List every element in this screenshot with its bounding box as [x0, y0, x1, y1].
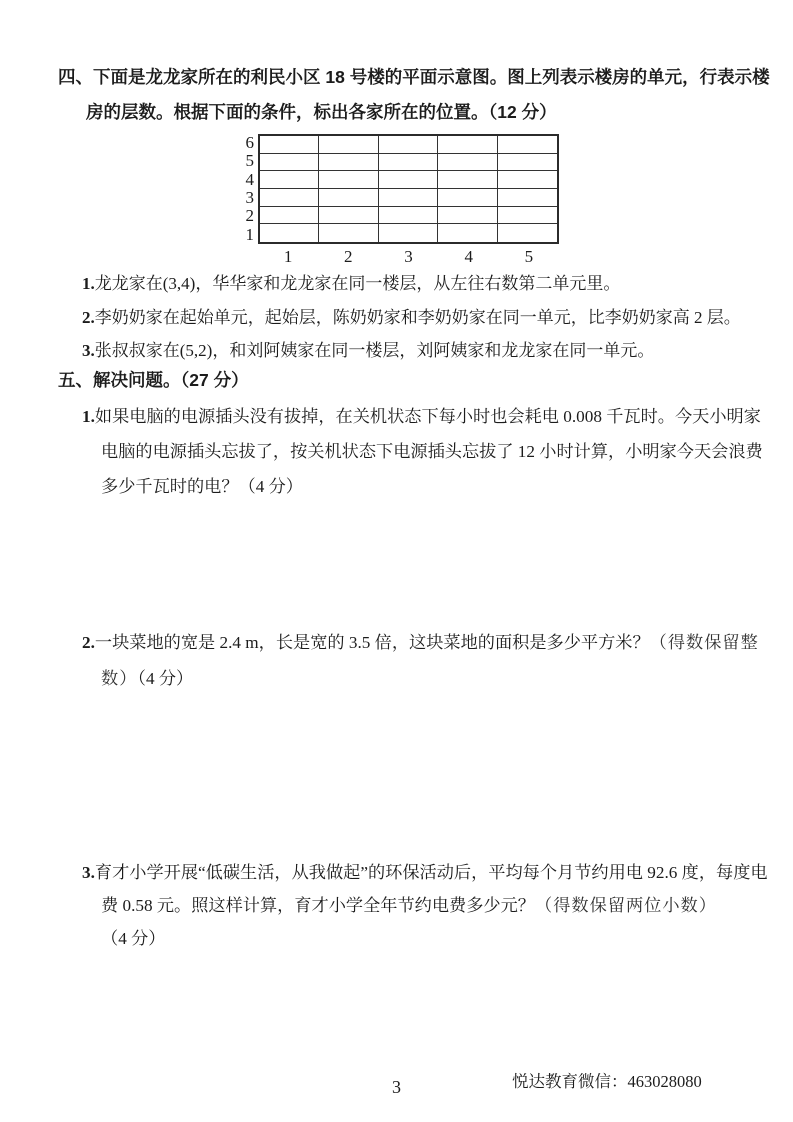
problem-score: （4 分） — [238, 477, 303, 496]
grid-cell — [319, 136, 378, 154]
section-five-title: 解决问题。（27 分） — [93, 370, 249, 390]
section-four-title: 下面是龙龙家所在的利民小区 18 号楼的平面示意图。图上列表示楼房的单元，行表示楼房的层数。根据下面的条件，标出各家所在的位置。（12 分） — [86, 67, 770, 122]
grid-cell — [260, 207, 319, 225]
grid-cell — [438, 171, 497, 189]
grid-cell — [379, 207, 438, 225]
grid-cell — [319, 224, 378, 242]
section-five-heading — [58, 363, 780, 398]
grid-cell — [438, 189, 497, 207]
grid-cell — [319, 207, 378, 225]
grid-col-label: 1 — [283, 247, 293, 266]
grid-cell — [379, 171, 438, 189]
grid-cell — [438, 224, 497, 242]
grid-col-label: 5 — [524, 247, 534, 266]
grid-row-label: 1 — [245, 224, 254, 244]
problem-text: 育才小学开展“低碳生活，从我做起”的环保活动后，平均每个月节约用电 92.6 度，每度电费 0.58 元。照这样计算，育才小学全年节约电费多少元？ — [94, 863, 768, 915]
grid-cell — [498, 207, 557, 225]
unit-grid — [258, 134, 559, 244]
grid-cell — [438, 136, 497, 154]
condition-number: 2. — [82, 307, 95, 327]
condition-number: 1. — [82, 274, 95, 293]
grid-col-label: 2 — [344, 247, 353, 266]
grid-row-label: 4 — [245, 169, 254, 189]
grid-cell — [498, 189, 557, 207]
grid-cell — [438, 154, 497, 172]
grid-cell — [498, 224, 557, 242]
grid-cell — [379, 136, 438, 154]
grid-row-label: 3 — [245, 188, 254, 207]
grid-cell — [260, 154, 319, 172]
grid-cell — [260, 136, 319, 154]
problem-note: （得数保留两位小数） — [535, 896, 717, 915]
condition-number: 3. — [82, 341, 95, 360]
section-five-marker: 五、 — [58, 370, 93, 390]
grid-cell — [498, 171, 557, 189]
problem-number: 1. — [82, 407, 95, 426]
condition-text: 李奶奶家在起始单元，起始层，陈奶奶家和李奶奶家在同一单元，比李奶奶家高 2 层。 — [94, 307, 741, 327]
section-four-heading — [58, 60, 780, 130]
condition-list — [82, 267, 782, 368]
grid-cell — [498, 136, 557, 154]
grid-cell — [379, 224, 438, 242]
problem-item — [82, 856, 771, 955]
grid-cell — [260, 189, 319, 207]
grid-col-label: 3 — [404, 247, 413, 266]
grid-cell — [260, 224, 319, 242]
section-four-marker: 四、 — [58, 67, 93, 87]
grid-cell — [319, 171, 378, 189]
condition-item — [82, 267, 782, 301]
floor-plan-grid-block — [234, 134, 564, 268]
grid-cell — [319, 154, 378, 172]
problem-number: 2. — [82, 633, 95, 652]
grid-row-label: 2 — [245, 206, 254, 226]
footer-contact: 悦达教育微信：463028080 — [512, 1072, 702, 1091]
problem-item — [82, 625, 767, 697]
grid-row-labels — [234, 134, 254, 244]
problem-text: 一块菜地的宽是 2.4 m，长是宽的 3.5 倍，这块菜地的面积是多少平方米？ — [94, 633, 650, 652]
grid-col-labels — [258, 247, 559, 267]
problem-text: 如果电脑的电源插头没有拔掉，在关机状态下每小时也会耗电 0.008 千瓦时。今天小明家电脑的电源插头忘拔了，按关机状态下电源插头忘拔了 12 小时计算，小明家今天会浪费多少千瓦时的电？ — [94, 407, 763, 496]
page-number: 3 — [392, 1077, 401, 1097]
condition-item — [82, 301, 782, 335]
problem-note: （得数保留整数） — [101, 633, 759, 688]
condition-text: 龙龙家在(3,4)，华华家和龙龙家在同一楼层，从左往右数第二单元里。 — [94, 274, 621, 293]
grid-cell — [260, 171, 319, 189]
grid-col-label: 4 — [464, 247, 473, 266]
grid-row-label: 6 — [245, 133, 254, 152]
problem-score: （4 分） — [101, 929, 166, 948]
problem-number: 3. — [82, 863, 95, 882]
problem-item — [82, 399, 763, 504]
grid-cell — [319, 189, 378, 207]
grid-row-label: 5 — [245, 151, 254, 171]
grid-cell — [379, 154, 438, 172]
problem-score: （4 分） — [137, 669, 194, 688]
grid-cell — [498, 154, 557, 172]
grid-cell — [438, 207, 497, 225]
condition-text: 张叔叔家在(5,2)，和刘阿姨家在同一楼层，刘阿姨家和龙龙家在同一单元。 — [94, 341, 655, 360]
grid-cell — [379, 189, 438, 207]
